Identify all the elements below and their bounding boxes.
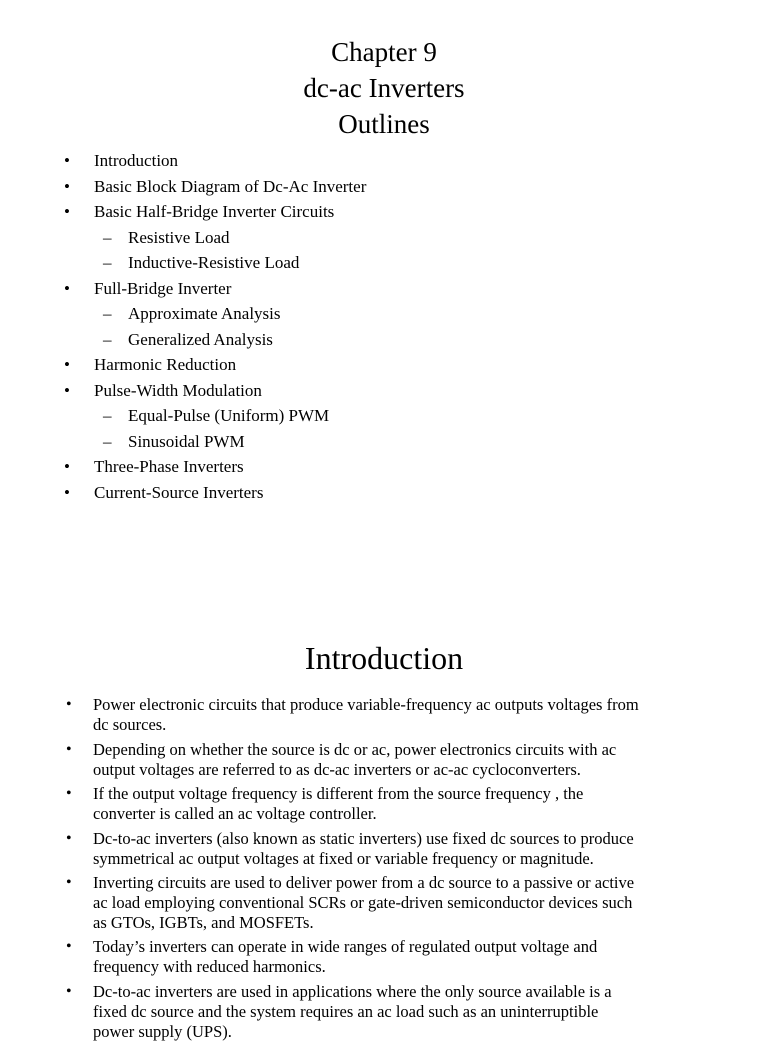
bullet-icon: • (66, 938, 72, 955)
outlines-heading: Outlines (338, 109, 430, 139)
outline-item: Three-Phase Inverters (94, 457, 244, 476)
outline-subitem: Equal-Pulse (Uniform) PWM (128, 406, 330, 425)
bullet-icon: • (66, 983, 72, 1000)
bullet-icon: • (64, 381, 70, 400)
intro-paragraph-line: Power electronic circuits that produce variable-frequency ac outputs voltages from (93, 695, 639, 714)
intro-paragraph-line: as GTOs, IGBTs, and MOSFETs. (93, 913, 314, 932)
dash-icon: – (103, 253, 112, 272)
intro-paragraph-line: Inverting circuits are used to deliver power from a dc source to a passive or active (93, 873, 635, 892)
bullet-icon: • (66, 830, 72, 847)
intro-paragraph-line: Dc-to-ac inverters (also known as static inverters) use fixed dc sources to produce (93, 829, 634, 848)
introduction-heading: Introduction (304, 640, 464, 676)
outline-subitem: Inductive-Resistive Load (128, 253, 300, 272)
outline-item: Current-Source Inverters (94, 483, 264, 502)
outline-item: Introduction (94, 151, 179, 170)
intro-paragraph-line: If the output voltage frequency is different from the source frequency , the (93, 784, 584, 803)
chapter-number: Chapter 9 (331, 37, 437, 67)
bullet-icon: • (64, 483, 70, 502)
intro-paragraph-line: Today’s inverters can operate in wide ranges of regulated output voltage and (93, 937, 598, 956)
intro-paragraph-line: ac load employing conventional SCRs or gate-driven semiconductor devices such (93, 893, 633, 912)
intro-paragraph-line: Depending on whether the source is dc or ac, power electronics circuits with ac (93, 740, 617, 759)
dash-icon: – (103, 432, 112, 451)
dash-icon: – (103, 304, 112, 323)
outline-item: Basic Block Diagram of Dc-Ac Inverter (94, 177, 367, 196)
outline-subitem: Generalized Analysis (128, 330, 273, 349)
outline-item: Full-Bridge Inverter (94, 279, 232, 298)
dash-icon: – (103, 228, 112, 247)
intro-paragraph-line: frequency with reduced harmonics. (93, 957, 326, 976)
bullet-icon: • (64, 457, 70, 476)
intro-paragraph-line: fixed dc source and the system requires an ac load such as an uninterruptible (93, 1002, 599, 1021)
dash-icon: – (103, 330, 112, 349)
outline-item: Pulse-Width Modulation (94, 381, 262, 400)
bullet-icon: • (66, 874, 72, 891)
intro-paragraph-line: dc sources. (93, 715, 167, 734)
intro-paragraph-line: symmetrical ac output voltages at fixed or variable frequency or magnitude. (93, 849, 594, 868)
bullet-icon: • (66, 741, 72, 758)
outline-subitem: Approximate Analysis (128, 304, 281, 323)
intro-paragraph-line: power supply (UPS). (93, 1022, 232, 1041)
outline-item: Harmonic Reduction (94, 355, 237, 374)
chapter-subject: dc-ac Inverters (303, 73, 465, 103)
dash-icon: – (103, 406, 112, 425)
outline-subitem: Resistive Load (128, 228, 230, 247)
bullet-icon: • (64, 202, 70, 221)
bullet-icon: • (66, 785, 72, 802)
bullet-icon: • (64, 279, 70, 298)
bullet-icon: • (64, 355, 70, 374)
intro-paragraph-line: converter is called an ac voltage controller. (93, 804, 377, 823)
intro-paragraph-line: Dc-to-ac inverters are used in applications where the only source available is a (93, 982, 612, 1001)
bullet-icon: • (66, 696, 72, 713)
outline-subitem: Sinusoidal PWM (128, 432, 245, 451)
intro-paragraph-line: output voltages are referred to as dc-ac inverters or ac-ac cycloconverters. (93, 760, 581, 779)
bullet-icon: • (64, 151, 70, 170)
outline-item: Basic Half-Bridge Inverter Circuits (94, 202, 335, 221)
bullet-icon: • (64, 177, 70, 196)
